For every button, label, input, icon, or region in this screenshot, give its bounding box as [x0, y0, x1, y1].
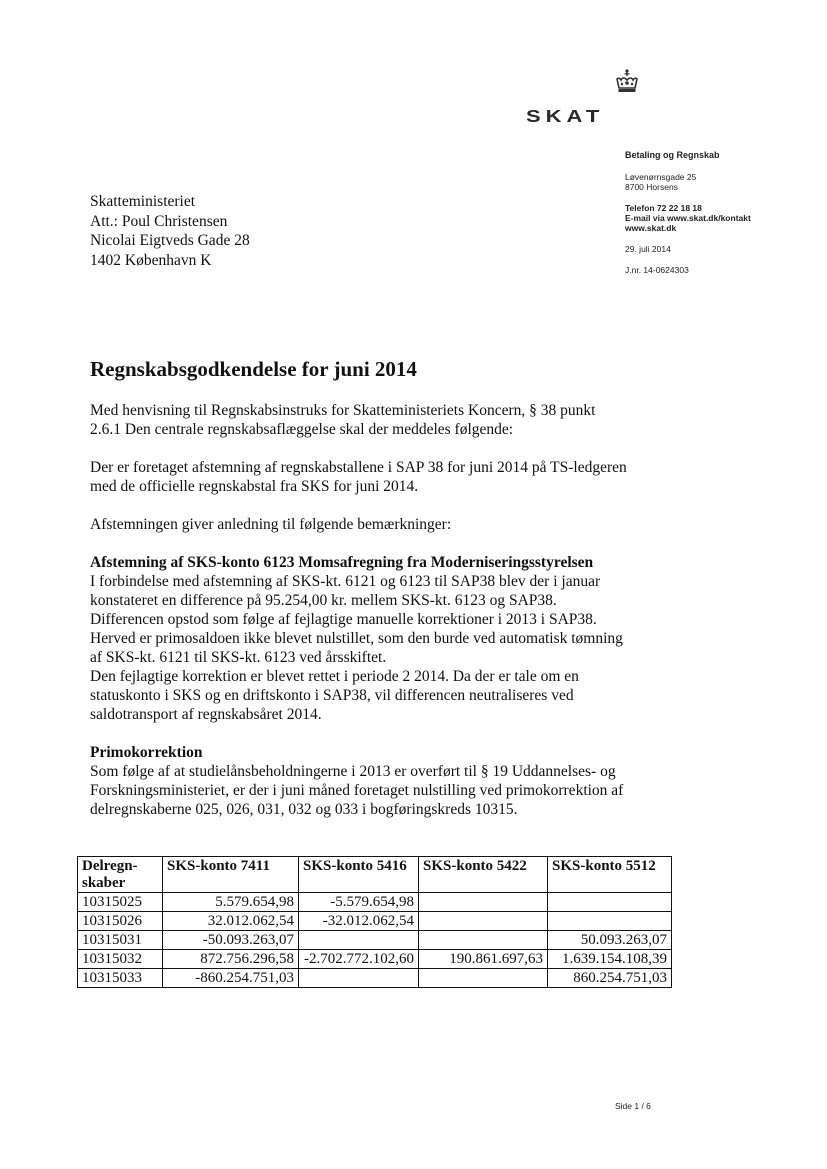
- recipient-line: 1402 København K: [90, 251, 212, 269]
- paragraph: Med henvisning til Regnskabsinstruks for Skatteministeriets Koncern, § 38 punkt 2.6.1 Den centrale regnskabsaflæggelse skal der meddeles følgende:: [90, 402, 596, 438]
- table-row: [78, 950, 672, 969]
- sender-web: www.skat.dk: [625, 223, 677, 233]
- section-heading: Primokorrektion: [90, 744, 203, 761]
- table-cell: 32.012.062,54: [163, 912, 299, 931]
- column-header: Delregn-skaber: [78, 857, 163, 893]
- table-cell: [299, 931, 419, 950]
- table-cell: -2.702.772.102,60: [299, 950, 419, 969]
- paragraph: Afstemningen giver anledning til følgende bemærkninger:: [90, 516, 452, 533]
- section-text: I forbindelse med afstemning af SKS-kt. 6121 og 6123 til SAP38 blev der i januar konstateret en difference på 95.254,00 kr. mellem SKS-kt. 6123 og SAP38. Differencen opstod som følge af fejlagtige manuelle korrektioner i 2013 i SAP38. Herved er primosaldoen ikke blevet nulstillet, som den burde ved automatisk tømning af SKS-kt. 6121 til SKS-kt. 6123 ved årsskiftet.: [90, 573, 623, 666]
- column-header: SKS-konto 5512: [548, 857, 672, 893]
- recipient-line: Att.: Poul Christensen: [90, 212, 228, 230]
- table-row: [78, 931, 672, 950]
- table-cell: 1.639.154.108,39: [548, 950, 672, 969]
- table-row: [78, 893, 672, 912]
- letter-date: 29. juli 2014: [625, 244, 671, 254]
- table-cell: [419, 912, 548, 931]
- sender-email: E-mail via www.skat.dk/kontakt: [625, 213, 751, 223]
- column-header: SKS-konto 5416: [299, 857, 419, 893]
- table-row: [78, 969, 672, 988]
- table-cell: -5.579.654,98: [299, 893, 419, 912]
- sender-department: Betaling og Regnskab: [625, 150, 720, 160]
- letter-title: Regnskabsgodkendelse for juni 2014: [90, 357, 417, 381]
- table-cell: -50.093.263,07: [163, 931, 299, 950]
- section-text: Som følge af at studielånsbeholdningerne i 2013 er overført til § 19 Uddannelses- og Forskningsministeriet, er der i juni måned foretaget nulstilling ved primokorrektion af delregnskaberne 025, 026, 031, 032 og 033 i bogføringskreds 10315.: [90, 763, 624, 818]
- paragraph: Der er foretaget afstemning af regnskabstallene i SAP 38 for juni 2014 på TS-ledgeren med de officielle regnskabstal fra SKS for juni 2014.: [90, 459, 627, 495]
- sender-info: [625, 150, 820, 275]
- table-cell: 860.254.751,03: [548, 969, 672, 988]
- table-cell: 10315031: [78, 931, 163, 950]
- table-row: [78, 912, 672, 931]
- section-momsafregning: [90, 553, 630, 724]
- table-cell: [419, 931, 548, 950]
- table-cell: 5.579.654,98: [163, 893, 299, 912]
- section-text: Den fejlagtige korrektion er blevet rettet i periode 2 2014. Da der er tale om en statuskonto i SKS og en driftskonto i SAP38, vil differencen neutraliseres ved saldotransport af regnskabsåret 2014.: [90, 668, 579, 723]
- brand-wordmark: SKAT: [526, 106, 605, 126]
- sender-phone: Telefon 72 22 18 18: [625, 203, 702, 213]
- sender-city: 8700 Horsens: [625, 182, 678, 192]
- table-cell: [419, 969, 548, 988]
- page-number: Side 1 / 6: [615, 1101, 651, 1111]
- table-cell: 10315033: [78, 969, 163, 988]
- table-cell: 10315026: [78, 912, 163, 931]
- recipient-address: [90, 192, 410, 270]
- section-heading: Afstemning af SKS-konto 6123 Momsafregning fra Moderniseringsstyrelsen: [90, 554, 594, 571]
- recipient-line: Skatteministeriet: [90, 193, 196, 210]
- table-cell: [299, 969, 419, 988]
- table-cell: 872.756.296,58: [163, 950, 299, 969]
- table-cell: -32.012.062,54: [299, 912, 419, 931]
- sender-street: Løvenørnsgade 25: [625, 172, 697, 182]
- table-cell: 10315032: [78, 950, 163, 969]
- recipient-line: Nicolai Eigtveds Gade 28: [90, 232, 250, 249]
- table-cell: 190.861.697,63: [419, 950, 548, 969]
- letter-body: [90, 401, 630, 838]
- journal-number: J.nr. 14-0624303: [625, 265, 689, 275]
- table-cell: -860.254.751,03: [163, 969, 299, 988]
- table-cell: [419, 893, 548, 912]
- table-cell: [548, 893, 672, 912]
- table-cell: [548, 912, 672, 931]
- table-cell: 10315025: [78, 893, 163, 912]
- column-header: SKS-konto 7411: [163, 857, 299, 893]
- crown-logo-icon: [612, 68, 642, 98]
- accounts-table: [77, 856, 672, 988]
- column-header: SKS-konto 5422: [419, 857, 548, 893]
- table-header-row: [78, 857, 672, 893]
- section-primokorrektion: [90, 743, 630, 819]
- table-cell: 50.093.263,07: [548, 931, 672, 950]
